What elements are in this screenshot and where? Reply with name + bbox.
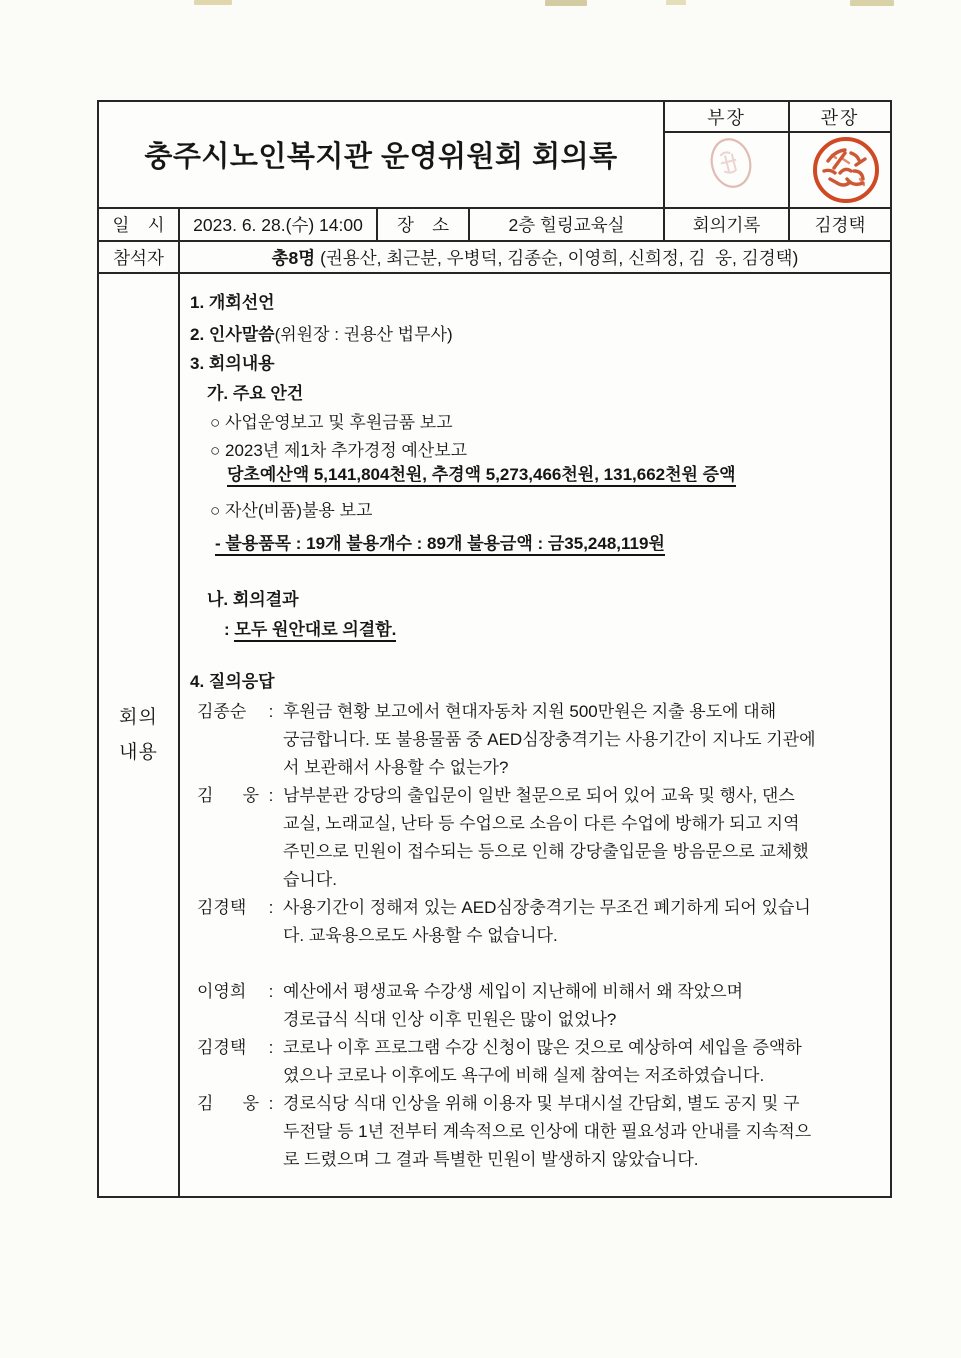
approval-box-bujang [665,102,790,209]
agenda-text: 1. 개회선언 [190,293,275,312]
qa-speaker: 이영희 [197,982,247,1001]
qa-line: 사용기간이 정해져 있는 AED심장충격기는 무조건 폐기하게 되어 있습니 [283,898,811,917]
approval-stamp-area-gwanjang [790,133,890,207]
agenda-text: ○ 자산(비품)불용 보고 [210,501,373,520]
qa-speaker: 김경택 [197,1038,247,1057]
title-cell [99,102,665,209]
agenda-text: - 불용품목 : 19개 불용개수 : 89개 불용금액 : 금35,248,119원 [215,534,665,556]
agenda-text: ○ 2023년 제1차 추가경정 예산보고 [210,441,468,460]
page-title: 충주시노인복지관 운영위원회 회의록 [144,141,618,173]
qa-colon: : [268,702,274,721]
qa-line: 남부분관 강당의 출입문이 일반 철문으로 되어 있어 교육 및 행사, 댄스 [283,786,795,805]
qa-row [180,1034,890,1090]
place-label-cell [378,209,470,242]
qa-line: 코로나 이후 프로그램 수강 신청이 많은 것으로 예상하여 세입을 증액하 [283,1038,802,1057]
qa-row [180,894,890,950]
agenda-text: ○ 사업운영보고 및 후원금품 보고 [210,413,453,432]
qa-line: 궁금합니다. 또 불용물품 중 AED심장충격기는 사용기간이 지나도 기관에 [283,730,816,749]
agenda-text: 2. 인사말씀 [190,325,275,344]
agenda-line [180,321,890,349]
agenda-line [180,350,890,378]
content-body [180,274,890,1196]
meeting-minutes-table [97,100,892,1198]
agenda-line [180,668,890,696]
qa-line: 후원금 현황 보고에서 현대자동차 지원 500만원은 지출 용도에 대해 [283,702,777,721]
qa-text [283,1090,890,1174]
attendees-label-cell [99,242,180,274]
agenda-text: : [224,620,235,639]
date-label-cell [99,209,180,242]
agenda-text: 모두 원안대로 의결함. [234,620,396,642]
content-section-label [99,274,180,1196]
qa-line: 경로식당 식대 인상을 위해 이용자 및 부대시설 간담회, 별도 공지 및 구 [283,1094,800,1113]
agenda-line [180,586,890,614]
qa-colon: : [268,786,274,805]
date-value-cell [180,209,378,242]
scan-artifact [850,0,894,6]
qa-text [283,698,890,782]
approval-stamp-area-bujang [665,133,788,207]
qa-text [283,894,890,950]
agenda-line [180,497,890,525]
qa-speaker: 김 웅 [197,786,259,805]
qa-line: 예산에서 평생교육 수강생 세입이 지난해에 비해서 왜 작았으며 [283,982,744,1001]
qa-line: 교실, 노래교실, 난타 등 수업으로 소음이 다른 수업에 방해가 되고 지역 [283,814,800,833]
qa-speaker: 김경택 [197,898,247,917]
gwanjang-seal-stamp-icon [810,135,882,207]
bujang-seal-stamp-icon [705,135,757,197]
attendees-label: 참석자 [113,247,164,268]
scan-artifact [194,0,232,5]
agenda-line [180,461,890,489]
qa-speaker: 김종순 [197,702,247,721]
qa-row [180,1090,890,1174]
qa-line: 경로급식 식대 인상 이후 민원은 많이 없었나? [283,1010,617,1029]
qa-colon: : [268,982,274,1001]
qa-colon: : [268,898,274,917]
scan-artifact [666,0,686,5]
qa-colon: : [268,1094,274,1113]
qa-row [180,978,890,1034]
place-value-cell [470,209,665,242]
recorder-value-cell [790,209,890,242]
qa-line: 습니다. [283,870,337,889]
attendees-list: (권용산, 최근분, 우병덕, 김종순, 이영희, 신희정, 김 웅, 김경택) [315,247,799,268]
recorder-label-cell [665,209,790,242]
qa-speaker: 김 웅 [197,1094,259,1113]
qa-text [283,1034,890,1090]
qa-line: 다. 교육용으로도 사용할 수 없습니다. [283,926,558,945]
agenda-text: 당초예산액 5,141,804천원, 추경액 5,273,466천원, 131,662천원 증액 [227,465,736,487]
date-value: 2023. 6. 28.(수) 14:00 [193,215,363,235]
agenda-line [180,289,890,317]
agenda-line [180,380,890,408]
qa-row [180,698,890,782]
qa-line: 서 보관해서 사용할 수 없는가? [283,758,509,777]
place-value: 2층 힐링교육실 [508,215,625,235]
agenda-text: 3. 회의내용 [190,354,275,373]
qa-line: 두전달 등 1년 전부터 계속적으로 인상에 대한 필요성과 안내를 지속적으 [283,1122,812,1141]
agenda-text: 가. 주요 안건 [207,384,304,403]
agenda-line [180,409,890,437]
agenda-text: (위원장 : 권용산 법무사) [274,325,453,344]
qa-line: 였으나 코로나 이후에도 욕구에 비해 실제 참여는 저조하였습니다. [283,1066,765,1085]
qa-line: 로 드렸으며 그 결과 특별한 민원이 발생하지 않았습니다. [283,1150,699,1169]
qa-text [283,782,890,894]
agenda-line [180,530,890,558]
qa-text [283,978,890,1034]
recorder-value: 김경택 [814,215,866,235]
approval-box-gwanjang [790,102,890,209]
approval-label-bujang: 부장 [665,102,788,133]
agenda-text: 나. 회의결과 [207,590,299,609]
qa-line: 주민으로 민원이 접수되는 등으로 인해 강당출입문을 방음문으로 교체했 [283,842,809,861]
agenda-text: 4. 질의응답 [190,672,275,691]
qa-colon: : [268,1038,274,1057]
date-label: 일 시 [112,215,165,235]
attendees-value-cell [180,242,890,274]
recorder-label: 회의기록 [692,215,761,235]
agenda-line [180,616,890,644]
approval-label-gwanjang: 관장 [790,102,890,133]
qa-row [180,782,890,894]
content-label-line1: 회의 [119,707,158,728]
scan-artifact [545,0,587,6]
content-label-line2: 내용 [119,742,158,763]
place-label: 장 소 [397,215,449,235]
attendees-count: 총8명 [271,247,316,268]
